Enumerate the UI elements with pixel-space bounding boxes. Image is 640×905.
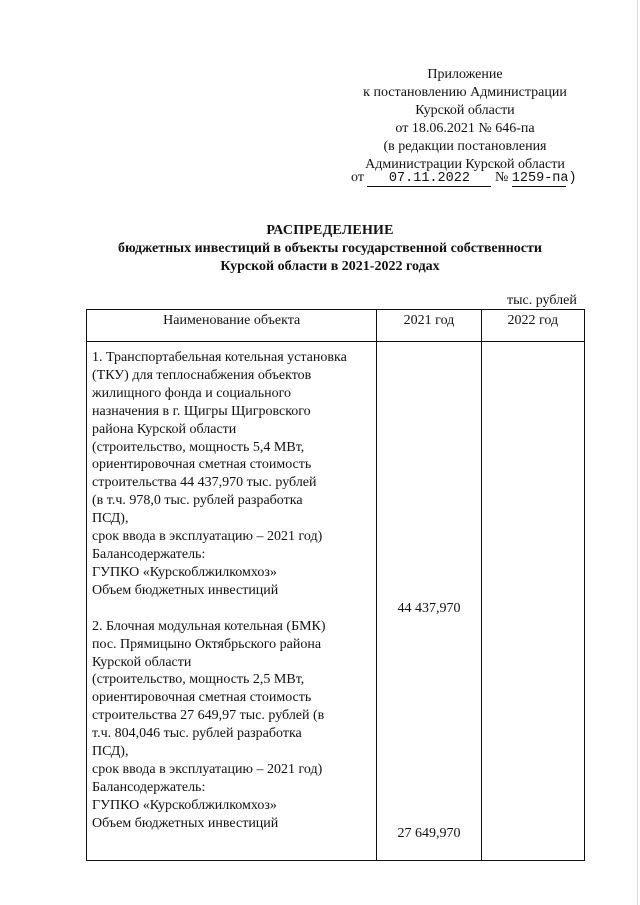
scan-edge [637, 0, 638, 905]
header-line: Приложение [427, 67, 503, 82]
appendix-header [345, 66, 585, 174]
object-1-line: ГУПКО «Курскоблжилкомхоз» [92, 564, 277, 580]
object-2-line: т.ч. 804,046 тыс. рублей разработка [92, 726, 302, 742]
number-sign: № [494, 170, 509, 185]
document-title [80, 222, 580, 276]
object-2-line: ГУПКО «Курскоблжилкомхоз» [92, 797, 277, 813]
object-2-amount-2021: 27 649,970 [397, 826, 461, 841]
object-1-line: (строительство, мощность 5,4 МВт, [92, 439, 305, 455]
amendment-date-line [351, 170, 591, 187]
object-2-line: строительства 27 649,97 тыс. рублей (в [92, 708, 325, 724]
investment-table [86, 309, 585, 861]
header-line: (в редакции постановления [383, 139, 547, 154]
object-2-line: пос. Прямицыно Октябрьского района [92, 636, 322, 652]
column-header-name: Наименование объекта [87, 310, 377, 342]
amounts-2022-cell [481, 342, 584, 861]
amounts-2021-cell [377, 342, 481, 861]
header-line: к постановлению Администрации [363, 85, 567, 100]
header-line: Курской области [415, 103, 515, 118]
object-1-line: района Курской области [92, 421, 237, 437]
object-1-line: строительства 44 437,970 тыс. рублей [92, 475, 317, 491]
title-line-1: РАСПРЕДЕЛЕНИЕ [266, 223, 394, 238]
title-line-2: бюджетных инвестиций в объекты государственной собственности [118, 241, 542, 256]
table-header-row [87, 310, 585, 342]
object-1-line: Объем бюджетных инвестиций [92, 582, 279, 598]
object-2-line: ориентировочная сметная стоимость [92, 690, 312, 706]
object-2-line: (строительство, мощность 2,5 МВт, [92, 672, 305, 688]
object-1-line: (ТКУ) для теплоснабжения объектов [92, 367, 312, 383]
table-row [87, 342, 585, 861]
object-1-line: ориентировочная сметная стоимость [92, 457, 312, 473]
object-2-line: 2. Блочная модульная котельная (БМК) [92, 618, 326, 634]
object-2-line: Курской области [92, 654, 192, 670]
object-2-line: Объем бюджетных инвестиций [92, 815, 279, 831]
object-1-line: 1. Транспортабельная котельная установка [92, 350, 347, 365]
object-2-line: ПСД), [92, 744, 129, 760]
units-label: тыс. рублей [507, 293, 577, 308]
object-descriptions-cell [87, 342, 377, 861]
object-2-line: срок ввода в эксплуатацию – 2021 год) [92, 761, 323, 777]
header-line: Администрации Курской области [365, 157, 565, 172]
column-header-2021: 2021 год [377, 310, 481, 342]
object-1-line: (в т.ч. 978,0 тыс. рублей разработка [92, 493, 303, 509]
from-prefix: от [351, 170, 364, 185]
header-line: от 18.06.2021 № 646-па [395, 121, 535, 136]
title-line-3: Курской области в 2021-2022 годах [220, 259, 440, 274]
object-1-line: назначения в г. Щигры Щигровского [92, 403, 311, 419]
object-1-line: Балансодержатель: [92, 546, 206, 562]
object-2-line: Балансодержатель: [92, 779, 206, 795]
object-1-amount-2021: 44 437,970 [397, 601, 461, 616]
column-header-2022: 2022 год [481, 310, 584, 342]
object-1-line: срок ввода в эксплуатацию – 2021 год) [92, 529, 323, 545]
object-1-line: жилищного фонда и социального [92, 385, 291, 401]
amendment-number: 1259-па) [511, 171, 577, 186]
amendment-date: 07.11.2022 [367, 171, 491, 187]
object-1-line: ПСД), [92, 511, 129, 527]
